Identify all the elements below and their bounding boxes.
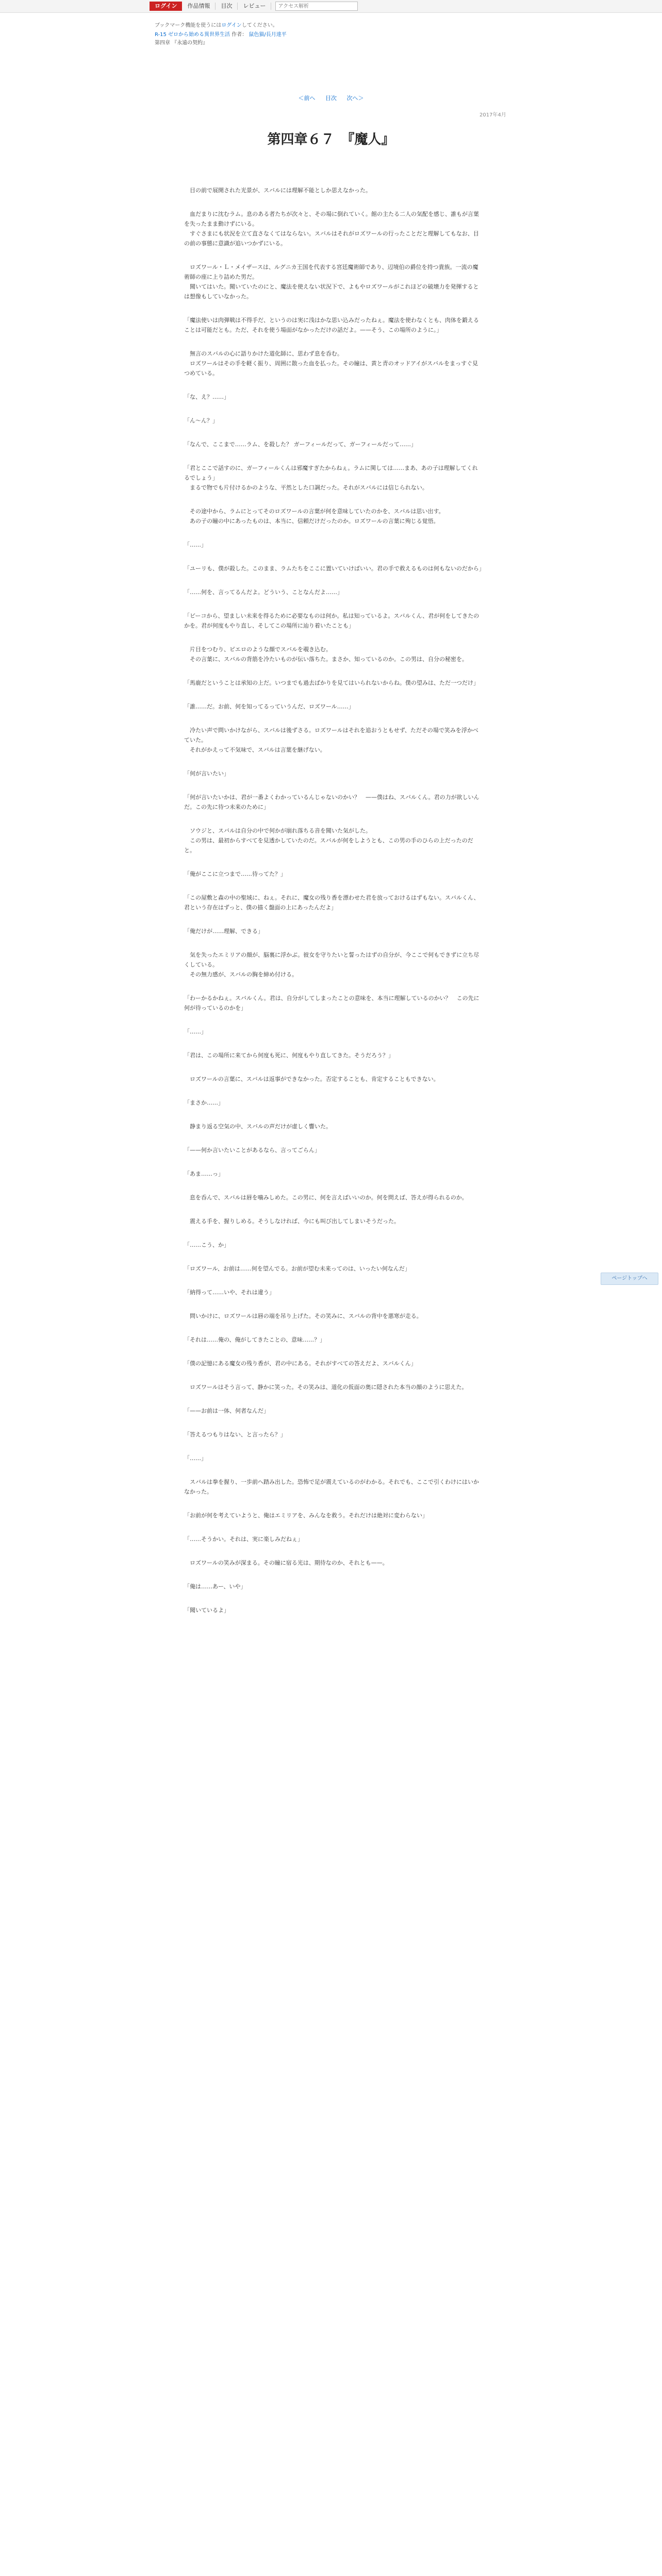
post-date: 2017年4月 (479, 112, 506, 118)
paragraph: 「君は、この場所に来てから何度も死に、何度もやり直してきた。そうだろう？」 (184, 1052, 394, 1059)
bookmark-notice (155, 21, 278, 28)
arc-title: 第四章 『永遠の契約』 (155, 40, 208, 46)
paragraph: 無言のスバルの心に語りかけた道化師に、思わず息を呑む。 ロズワールはその手を軽く振り、周囲に散った血を払った。その瞳は、黄と青のオッドアイがスバルをまっすぐ見つめている。 (184, 350, 478, 377)
top-bar (0, 0, 662, 13)
paragraph: 「それは……俺の、俺がしてきたことの、意味……？」 (184, 1336, 326, 1343)
next-link[interactable]: 次へ＞ (346, 95, 364, 101)
paragraph: ソウジと、スバルは自分の中で何かが崩れ落ちる音を聞いた気がした。 この男は、最初からすべてを見透かしていたのだ。スバルが何をしようとも、この男の手のひらの上だったのだと。 (184, 827, 473, 854)
paragraph: 冷たい声で問いかけながら、スバルは後ずさる。ロズワールはそれを追おうともせず、ただその場で笑みを浮かべていた。 それがかえって不気味で、スバルは言葉を継げない。 (184, 727, 478, 753)
paragraph: 「……」 (184, 1028, 207, 1035)
paragraph: 「……」 (184, 541, 207, 548)
chapter-title: 第四章６７ 『魔人』 (267, 132, 395, 147)
author-label: 作者： (231, 32, 247, 38)
login-button[interactable]: ログイン (150, 2, 182, 11)
paragraph: 「わーかるかねぇ。スバルくん。君は、自分がしてしまったことの意味を、本当に理解しているのかい？ この先に何が待っているのかを」 (184, 995, 479, 1011)
pager-top (0, 94, 662, 102)
nav-link-review[interactable]: レビュー (238, 3, 271, 10)
paragraph: 「この屋敷と森の中の聖域に、ねぇ。それに、魔女の残り香を漂わせた君を放っておけるはずもない。スバルくん、君という存在はずっと、僕の描く盤面の上にあったんだよ」 (184, 894, 479, 911)
paragraph: 「魔法使いは肉弾戦は不得手だ、というのは実に浅はかな思い込みだったねぇ。魔法を使わなくとも、肉体を鍛えることは可能だとも。ただ、それを使う場面がなかっただけの話だよ。——そう、この場所のように。」 (184, 317, 479, 333)
paragraph: ロズワールの言葉に、スバルは返事ができなかった。否定することも、肯定することもできない。 (184, 1076, 439, 1082)
paragraph: 「俺がここに立つまで……待ってた？」 (184, 871, 286, 877)
paragraph: 「納得って……いや、それは違う」 (184, 1289, 275, 1296)
paragraph: 「俺だけが……理解、できる」 (184, 928, 263, 935)
nav-link-info[interactable]: 作品情報 (182, 3, 216, 10)
paragraph: 血だまりに沈むラム。息のある者たちが次々と、その場に倒れていく。館の主たる二人の気配を感じ、誰もが言葉を失ったまま動けずにいる。 すぐさまにも状況を立て直さなくてはならない。スバルはそれがロズワールの行ったことだと理解してもなお、目の前の事態に意識が追いつかずにいる。 (184, 211, 479, 247)
paragraph: 「ユーリも、僕が殺した。このまま、ラムたちをここに置いていけばいい。君の手で救えるものは何もないのだから」 (184, 565, 485, 572)
paragraph: スバルは拳を握り、一歩前へ踏み出した。恐怖で足が震えているのがわかる。それでも、ここで引くわけにはいかなかった。 (184, 1479, 479, 1495)
paragraph: 「俺は……あー、いや」 (184, 1583, 246, 1590)
paragraph: 「何が言いたい」 (184, 770, 229, 777)
toc-link[interactable]: 目次 (325, 95, 337, 101)
prev-link[interactable]: ＜前へ (298, 95, 316, 101)
paragraph: 「……そうかい。それは、実に楽しみだねぇ」 (184, 1536, 303, 1543)
paragraph: 震える手を、握りしめる。そうしなければ、今にも叫び出してしまいそうだった。 (184, 1218, 400, 1225)
chapter-body (184, 185, 483, 1629)
paragraph: 「馬鹿だということは承知の上だ。いつまでも過去ばかりを見てはいられないからね。僕の望みは、ただ一つだけ」 (184, 680, 479, 686)
paragraph: 「あま……っ」 (184, 1171, 224, 1177)
paragraph: 気を失ったエミリアの顔が、脳裏に浮かぶ。彼女を守りたいと誓ったはずの自分が、今ここで何もできずに立ち尽くしている。 その無力感が、スバルの胸を締め付ける。 (184, 952, 479, 978)
paragraph: 「答えるつもりはない、と言ったら？」 (184, 1431, 286, 1438)
paragraph: 「ビーコから、望ましい未来を得るために必要なものは何か。私は知っているよ。スバルくん、君が何をしてきたのかを。君が何度もやり直し、そしてこの場所に辿り着いたことも」 (184, 613, 479, 629)
paragraph: 息を呑んで、スバルは唇を噛みしめた。この男に、何を言えばいいのか。何を問えば、答えが得られるのか。 (184, 1194, 468, 1201)
search-input[interactable] (275, 2, 358, 11)
paragraph: 「なんで、ここまで……ラム、を殺した？ ガーフィールだって、ガーフィールだって……」 (184, 441, 417, 448)
paragraph: 静まり返る空気の中、スバルの声だけが虚しく響いた。 (184, 1123, 332, 1130)
paragraph: 目の前で展開された光景が、スバルには理解不能としか思えなかった。 (184, 187, 371, 194)
paragraph: 「誰……だ。お前、何を知ってるっていうんだ、ロズワール……」 (184, 703, 354, 710)
paragraph: 「何が言いたいかは、君が一番よくわかっているんじゃないのかい？ ——僕はね、スバルくん。君の力が欲しいんだ。この先に待つ未来のために」 (184, 794, 479, 810)
paragraph: 「——お前は一体、何者なんだ」 (184, 1408, 269, 1414)
breadcrumb (155, 31, 516, 47)
notice-prefix: ブックマーク機能を使うには (155, 23, 222, 28)
paragraph: 「君とここで話すのに、ガーフィールくんは邪魔すぎたからねぇ。ラムに関しては……まあ、あの子は理解してくれるでしょう」 まるで物でも片付けるかのような、平然とした口調だった。それがスバルには信じられない。 (184, 465, 478, 491)
notice-login-link[interactable]: ログイン (221, 23, 242, 28)
paragraph: 「ん～ん？」 (184, 417, 218, 424)
paragraph: 「……」 (184, 1455, 207, 1462)
notice-suffix: してください。 (241, 23, 278, 28)
paragraph: 「……こう、か」 (184, 1242, 229, 1248)
paragraph: ロズワールの笑みが深まる。その瞳に宿る光は、期待なのか、それとも——。 (184, 1560, 388, 1566)
paragraph: ロズワール・Ｌ・メイザースは、ルグニカ王国を代表する宮廷魔術師であり、辺境伯の爵位を持つ貴族。一流の魔術師の座に上り詰めた男だ。 聞いてはいた。聞いていたのにと、魔法を使えない状況下で、よもやロズワールがこれほどの破壊力を発揮するとは想像もしていなかった。 (184, 264, 479, 300)
paragraph: 「僕の記憶にある魔女の残り香が、君の中にある。それがすべての答えだよ、スバルくん」 (184, 1360, 417, 1367)
paragraph: 「お前が何を考えていようと、俺はエミリアを、みんなを救う。それだけは絶対に変わらない」 (184, 1512, 428, 1519)
paragraph: 「な、え？……」 (184, 394, 229, 400)
nav-link-toc[interactable]: 目次 (216, 3, 238, 10)
paragraph: 「——何か言いたいことがあるなら、言ってごらん」 (184, 1147, 320, 1154)
paragraph: その途中から、ラムにとってそのロズワールの言葉が何を意味していたのかを、スバルは思い出す。 あの子の瞳の中にあったものは、本当に、信頼だけだったのか。ロズワールの言葉に殉じる覚悟。 (189, 508, 444, 524)
paragraph: 「……何を、言ってるんだよ。どういう、ことなんだよ……」 (184, 589, 343, 596)
paragraph: 「まさか……」 (184, 1099, 224, 1106)
paragraph: 「ロズワール、お前は……何を望んでる。お前が望む未来ってのは、いったい何なんだ」 (184, 1265, 410, 1272)
paragraph: 問いかけに、ロズワールは唇の端を吊り上げた。その笑みに、スバルの背中を悪寒が走る。 (184, 1313, 422, 1319)
page-top-button[interactable]: ページトップへ (601, 1273, 658, 1285)
paragraph: 「聞いているよ」 (184, 1607, 229, 1614)
paragraph: 片目をつむり、ピエロのような顔でスバルを覗き込む。 その言葉に、スバルの背筋を冷たいものが伝い落ちた。まさか、知っているのか。この男は、自分の秘密を。 (189, 646, 468, 663)
author-link[interactable]: 鼠色猫/長月達平 (249, 32, 287, 38)
paragraph: ロズワールはそう言って、静かに笑った。その笑みは、道化の仮面の奥に隠された本当の顔のように思えた。 (184, 1384, 468, 1391)
series-link[interactable]: R-15 ゼロから始める異世界生活 (155, 32, 230, 38)
